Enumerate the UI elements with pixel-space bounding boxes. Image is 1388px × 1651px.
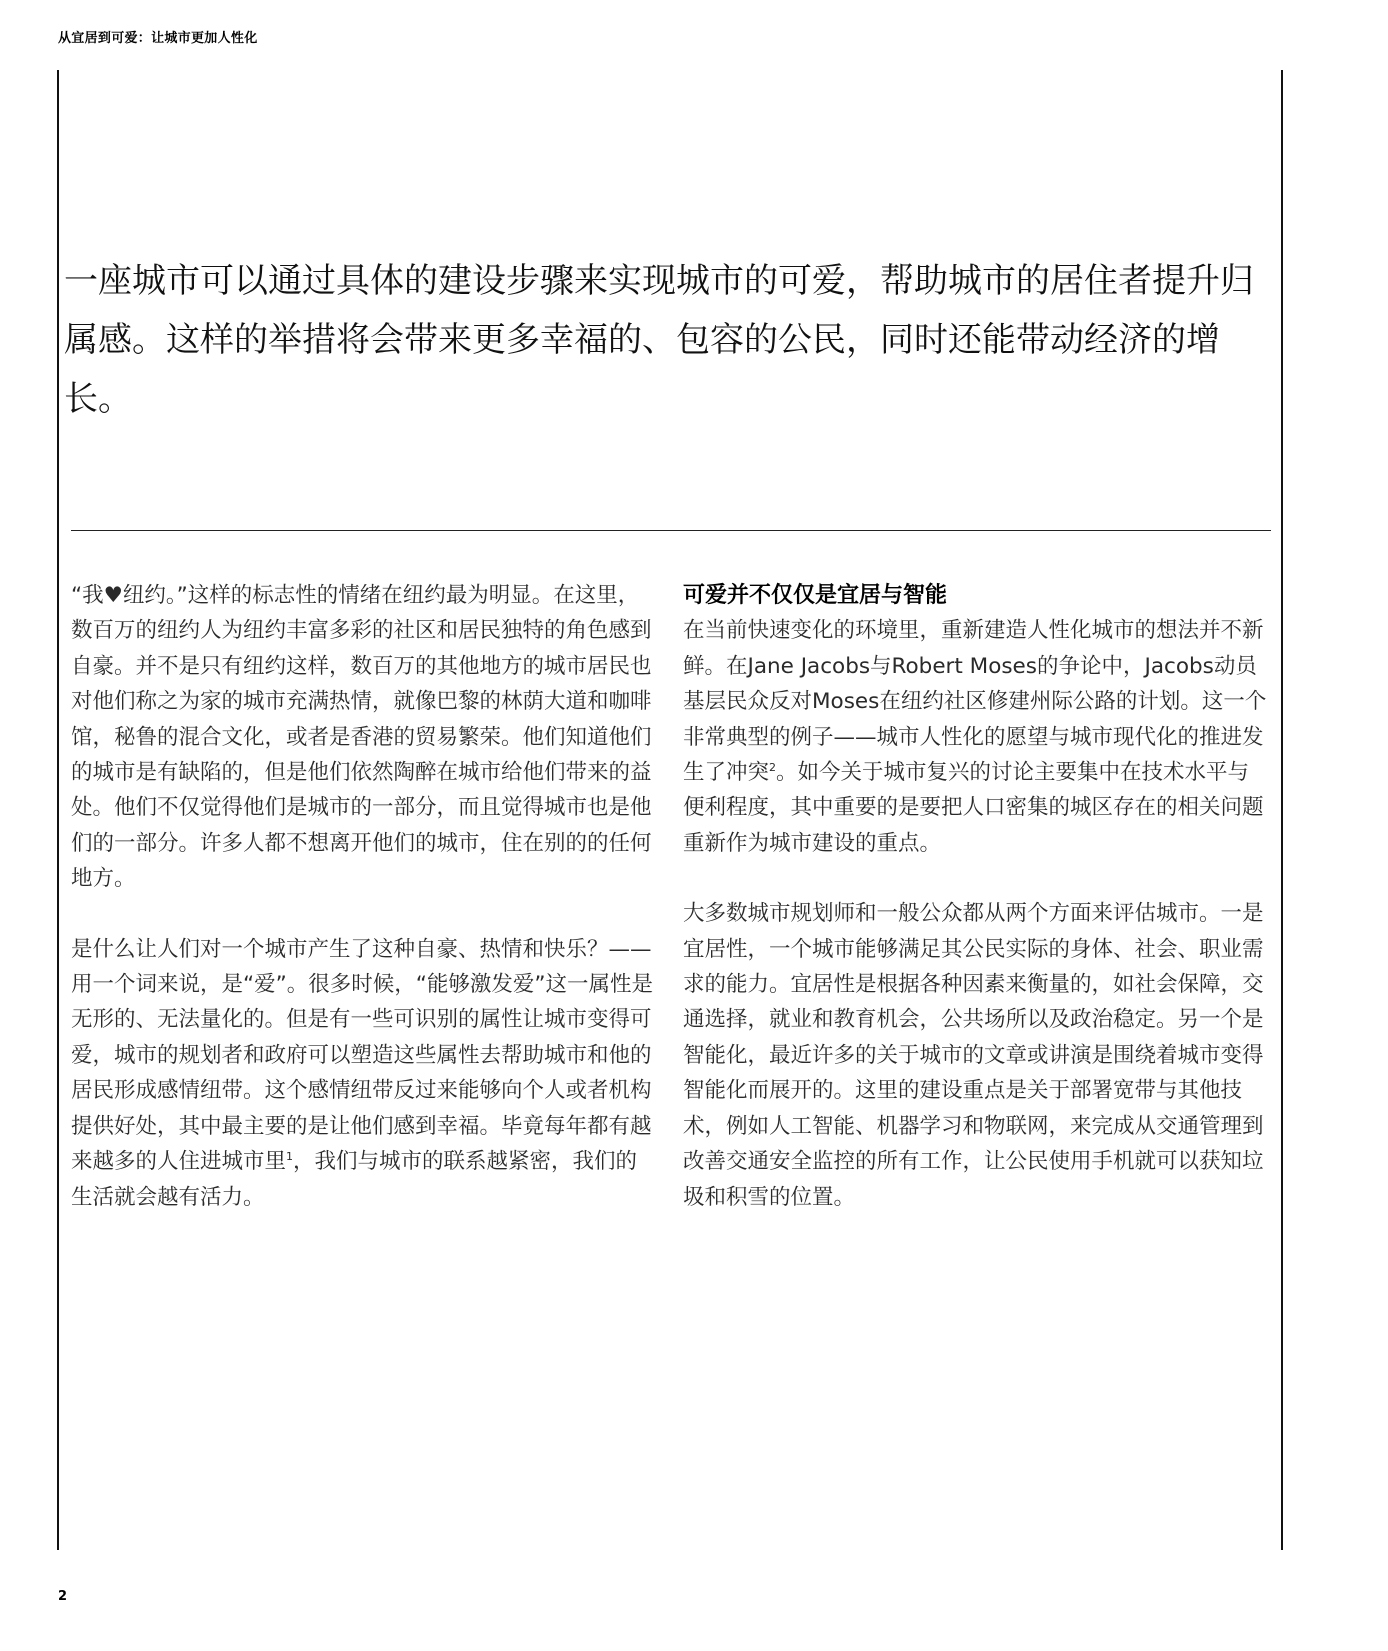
left-vertical-rule: [57, 70, 59, 1550]
horizontal-divider: [71, 530, 1271, 531]
body-paragraph: 大多数城市规划师和一般公众都从两个方面来评估城市。一是宜居性，一个城市能够满足其公民实际的身体、社会、职业需求的能力。宜居性是根据各种因素来衡量的，如社会保障，交通选择，就业和教育机会，公共场所以及政治稳定。另一个是智能化，最近许多的关于城市的文章或讲演是围绕着城市变得智能化而展开的。这里的建设重点是关于部署宽带与其他技术，例如人工智能、机器学习和物联网，来完成从交通管理到改善交通安全监控的所有工作，让公民使用手机就可以获知垃圾和积雪的位置。: [683, 901, 1264, 1210]
paragraph-text: ，我们与城市的联系越紧密，我们的生活就会越有活力。: [71, 1149, 638, 1210]
footnote-marker[interactable]: 1: [286, 1150, 294, 1164]
section-heading: 可爱并不仅仅是宜居与智能: [683, 583, 948, 608]
page-number: 2: [58, 1589, 68, 1604]
running-title: 从宜居到可爱：让城市更加人性化: [58, 31, 258, 46]
footnote-marker[interactable]: 2: [769, 761, 777, 775]
body-paragraph: “我♥纽约。”这样的标志性的情绪在纽约最为明显。在这里，数百万的纽约人为纽约丰富多彩的社区和居民独特的角色感到自豪。并不是只有纽约这样，数百万的其他地方的城市居民也对他们称之为家的城市充满热情，就像巴黎的林荫大道和咖啡馆，秘鲁的混合文化，或者是香港的贸易繁荣。他们知道他们的城市是有缺陷的，但是他们依然陶醉在城市给他们带来的益处。他们不仅觉得他们是城市的一部分，而且觉得城市也是他们的一部分。许多人都不想离开他们的城市，住在别的的任何地方。: [71, 583, 652, 892]
pull-quote: 一座城市可以通过具体的建设步骤来实现城市的可爱，帮助城市的居住者提升归属感。这样的举措将会带来更多幸福的、包容的公民，同时还能带动经济的增长。: [64, 261, 1254, 419]
body-paragraph: [71, 932, 657, 1215]
right-vertical-rule: [1281, 70, 1283, 1550]
paragraph-text: 是什么让人们对一个城市产生了这种自豪、热情和快乐？——用一个词来说，是“爱”。很多时候，“能够激发爱”这一属性是无形的、无法量化的。但是有一些可识别的属性让城市变得可爱，城市的规划者和政府可以塑造这些属性去帮助城市和他的居民形成感情纽带。这个感情纽带反过来能够向个人或者机构提供好处，其中最主要的是让他们感到幸福。毕竟每年都有越来越多的人住进城市里: [71, 936, 654, 1175]
paragraph-text: 在当前快速变化的环境里，重新建造人性化城市的想法并不新鲜。在Jane Jacobs与Robert Moses的争论中，Jacobs动员基层民众反对Moses在纽约社区修建州际公路的计划。这一个非常典型的例子——城市人性化的愿望与城市现代化的推进发生了冲突: [683, 618, 1267, 786]
paragraph-text: 。如今关于城市复兴的讨论主要集中在技术水平与便利程度，其中重要的是要把人口密集的城区存在的相关问题重新作为城市建设的重点。: [683, 760, 1264, 856]
right-column: [683, 578, 1269, 1250]
body-paragraph: [683, 613, 1269, 861]
left-column: [71, 578, 657, 1250]
